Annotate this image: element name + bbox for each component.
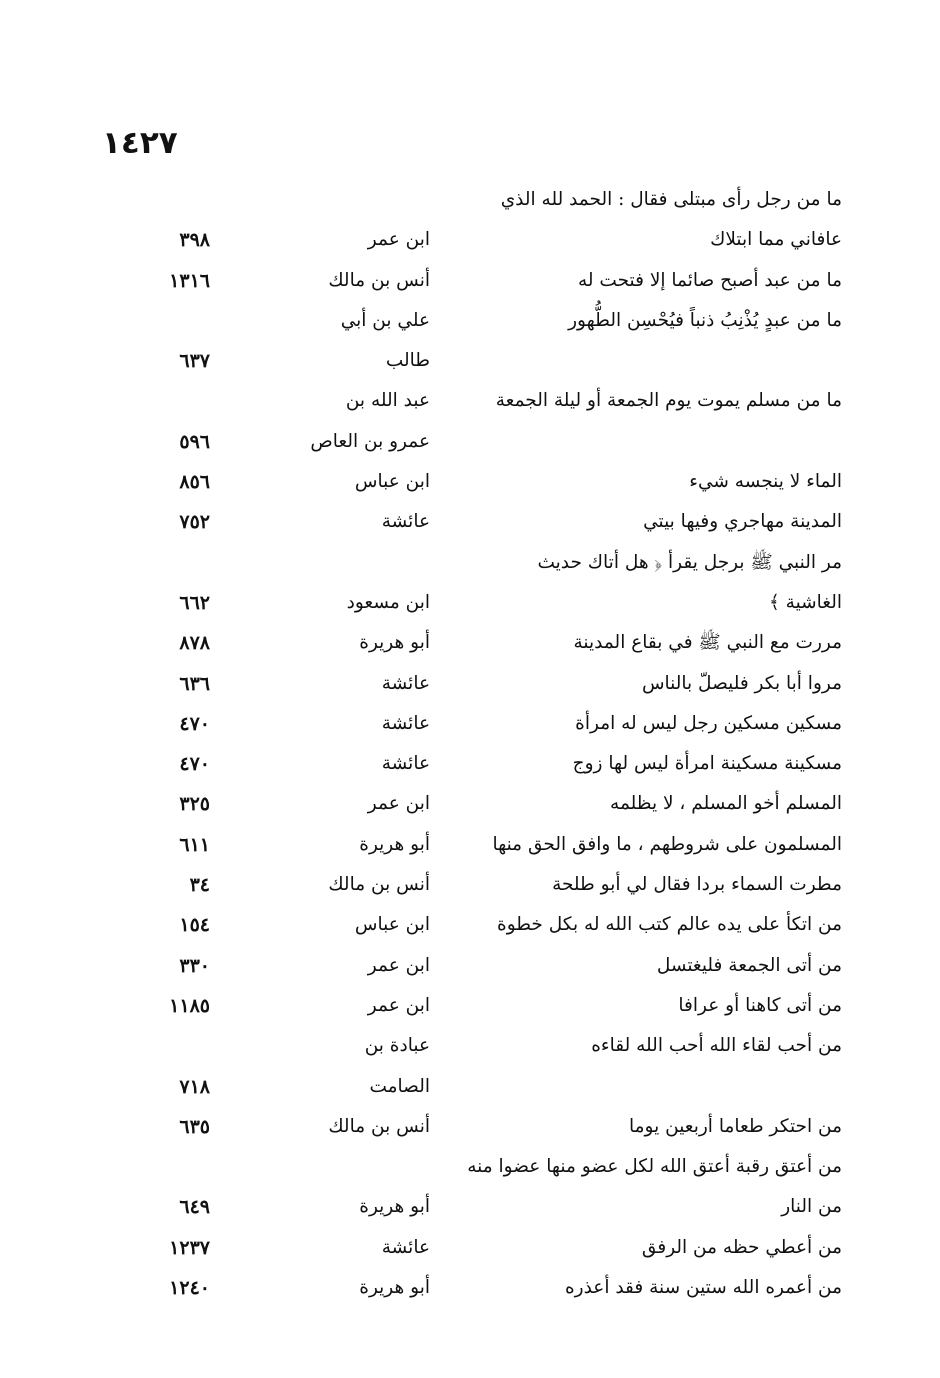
hadith-text: مروا أبا بكر فليصلّ بالناس	[641, 672, 842, 694]
hadith-text: المدينة مهاجري وفيها بيتي	[643, 511, 842, 533]
narrator-name: ابن عمر	[367, 994, 430, 1016]
hadith-text: من اتكأ على يده عالم كتب الله له بكل خطوة	[497, 914, 842, 936]
hadith-text: من أحب لقاء الله أحب الله لقاءه	[591, 1035, 842, 1057]
hadith-number: ٦١١	[179, 833, 210, 856]
hadith-number: ١٢٤٠	[169, 1277, 210, 1300]
index-row	[0, 301, 940, 341]
narrator-name: عائشة	[381, 712, 430, 734]
narrator-name	[280, 543, 430, 583]
hadith-number: ١٢٣٧	[169, 1236, 210, 1259]
narrator-name: عائشة	[381, 672, 430, 694]
narrator-name: أنس بن مالك	[328, 874, 430, 896]
hadith-number	[150, 180, 210, 220]
hadith-text: المسلم أخو المسلم ، لا يظلمه	[610, 793, 842, 815]
narrator-name: أنس بن مالك	[328, 269, 430, 291]
index-row	[0, 825, 940, 865]
hadith-text: ما من مسلم يموت يوم الجمعة أو ليلة الجمعة	[495, 390, 842, 412]
hadith-number: ٨٥٦	[179, 471, 210, 494]
hadith-number: ٦٣٥	[179, 1115, 210, 1138]
hadith-number: ١٥٤	[179, 914, 210, 937]
hadith-text	[472, 1067, 842, 1107]
narrator-name: عبادة بن	[364, 1035, 430, 1057]
hadith-number	[150, 301, 210, 341]
hadith-text	[472, 341, 842, 381]
hadith-number	[150, 381, 210, 421]
index-row	[0, 986, 940, 1026]
narrator-name: عائشة	[381, 753, 430, 775]
hadith-number: ٦٣٦	[179, 672, 210, 695]
hadith-text: مررت مع النبي ﷺ في بقاع المدينة	[573, 632, 842, 654]
hadith-number: ٣٢٥	[179, 793, 210, 816]
hadith-text: ما من عبد أصبح صائما إلا فتحت له	[577, 269, 842, 291]
narrator-name: أبو هريرة	[359, 1196, 430, 1218]
hadith-number: ٣٤	[189, 874, 210, 897]
index-row	[0, 220, 940, 260]
narrator-name: ابن مسعود	[346, 591, 430, 613]
narrator-name: أبو هريرة	[359, 632, 430, 654]
hadith-text: من أتى كاهنا أو عرافا	[678, 994, 842, 1016]
index-row	[0, 1228, 940, 1268]
hadith-number: ٤٧٠	[179, 712, 210, 735]
hadith-text: من أعطي حظه من الرفق	[641, 1236, 842, 1258]
hadith-number: ٣٣٠	[179, 954, 210, 977]
hadith-number: ٧٥٢	[179, 511, 210, 534]
hadith-number	[150, 543, 210, 583]
narrator-name: عبد الله بن	[345, 390, 430, 412]
index-row	[0, 341, 940, 381]
hadith-text: من أعتق رقبة أعتق الله لكل عضو منها عضوا منه	[467, 1156, 842, 1178]
hadith-text: ما من عبدٍ يُذْنِبُ ذنباً فيُحْسِن الطُّهور	[568, 309, 842, 331]
index-row	[0, 261, 940, 301]
hadith-text: من أتى الجمعة فليغتسل	[656, 954, 842, 976]
hadith-text: من احتكر طعاما أربعين يوما	[629, 1115, 842, 1137]
narrator-name: عائشة	[381, 511, 430, 533]
hadith-number: ٥٩٦	[179, 430, 210, 453]
narrator-name	[280, 180, 430, 220]
narrator-name: عائشة	[381, 1236, 430, 1258]
narrator-name: ابن عمر	[367, 229, 430, 251]
index-row	[0, 543, 940, 583]
hadith-index-table	[0, 180, 940, 1308]
index-row	[0, 1147, 940, 1187]
hadith-text: مر النبي ﷺ برجل يقرأ ﴿ هل أتاك حديث	[537, 551, 842, 573]
hadith-text	[472, 422, 842, 462]
narrator-name: طالب	[385, 350, 430, 372]
index-row	[0, 462, 940, 502]
index-row	[0, 1026, 940, 1066]
hadith-number: ٦٤٩	[179, 1196, 210, 1219]
hadith-number: ١١٨٥	[169, 994, 210, 1017]
narrator-name: أنس بن مالك	[328, 1115, 430, 1137]
hadith-text: الماء لا ينجسه شيء	[689, 471, 842, 493]
hadith-text: الغاشية ﴾	[768, 591, 842, 613]
hadith-number	[150, 1147, 210, 1187]
hadith-number: ٤٧٠	[179, 753, 210, 776]
hadith-number: ٦٣٧	[179, 350, 210, 373]
index-row	[0, 623, 940, 663]
hadith-text: من النار	[781, 1196, 842, 1218]
index-row	[0, 1107, 940, 1147]
index-row	[0, 865, 940, 905]
hadith-text: من أعمره الله ستين سنة فقد أعذره	[564, 1277, 842, 1299]
index-row	[0, 744, 940, 784]
hadith-number: ٨٧٨	[179, 632, 210, 655]
hadith-number	[150, 1026, 210, 1066]
index-row	[0, 704, 940, 744]
narrator-name: ابن عباس	[354, 914, 430, 936]
hadith-number: ١٣١٦	[169, 269, 210, 292]
narrator-name: علي بن أبي	[340, 309, 430, 331]
index-row	[0, 1268, 940, 1308]
index-row	[0, 664, 940, 704]
index-row	[0, 502, 940, 542]
narrator-name: ابن عمر	[367, 793, 430, 815]
hadith-number: ٧١٨	[179, 1075, 210, 1098]
index-row	[0, 946, 940, 986]
hadith-text: ما من رجل رأى مبتلى فقال : الحمد لله الذي	[500, 189, 842, 210]
hadith-text: مسكينة مسكينة امرأة ليس لها زوج	[572, 753, 842, 775]
index-row	[0, 583, 940, 623]
index-row	[0, 1067, 940, 1107]
hadith-text: مطرت السماء بردا فقال لي أبو طلحة	[552, 874, 842, 896]
page-number: ١٤٢٧	[102, 125, 178, 161]
index-row	[0, 905, 940, 945]
index-row	[0, 784, 940, 824]
index-row	[0, 381, 940, 421]
narrator-name: ابن عباس	[354, 471, 430, 493]
narrator-name	[280, 1147, 430, 1187]
hadith-text: عافاني مما ابتلاك	[710, 229, 842, 251]
index-row	[0, 180, 940, 220]
hadith-text: مسكين مسكين رجل ليس له امرأة	[575, 712, 842, 734]
index-row	[0, 1187, 940, 1227]
narrator-name: الصامت	[369, 1075, 430, 1097]
narrator-name: عمرو بن العاص	[310, 430, 430, 452]
hadith-number: ٦٦٢	[179, 591, 210, 614]
narrator-name: أبو هريرة	[359, 1277, 430, 1299]
hadith-number: ٣٩٨	[179, 229, 210, 252]
narrator-name: ابن عمر	[367, 954, 430, 976]
index-row	[0, 422, 940, 462]
narrator-name: أبو هريرة	[359, 833, 430, 855]
hadith-text: المسلمون على شروطهم ، ما وافق الحق منها	[492, 833, 842, 855]
